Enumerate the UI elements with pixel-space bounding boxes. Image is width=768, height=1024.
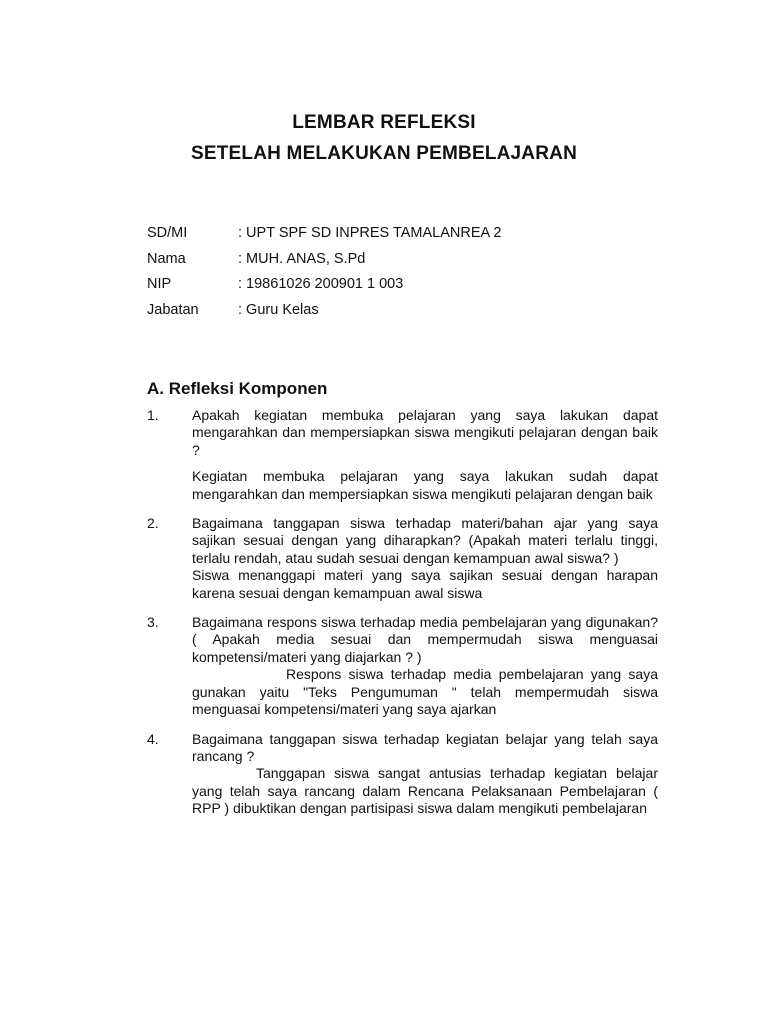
identity-block bbox=[147, 225, 502, 327]
item-number: 4. bbox=[147, 730, 159, 747]
item-body bbox=[192, 614, 658, 718]
item-number: 3. bbox=[147, 614, 159, 631]
item-body bbox=[192, 515, 658, 602]
reflection-list bbox=[147, 407, 658, 830]
identity-row-nip bbox=[147, 276, 502, 302]
item-number: 2. bbox=[147, 515, 159, 532]
identity-row-position bbox=[147, 302, 502, 328]
document-subtitle: SETELAH MELAKUKAN PEMBELAJARAN bbox=[190, 143, 577, 164]
identity-label: NIP bbox=[147, 276, 172, 292]
reflection-item bbox=[147, 407, 658, 503]
reflection-item bbox=[147, 731, 658, 818]
item-answer: Tanggapan siswa sangat antusias terhadap kegiatan belajar yang telah saya rancang dalam Rencana Pelaksanaan Pembelajaran ( RPP ) dibuktikan dengan partisipasi siswa dalam mengikuti pembelajaran bbox=[192, 765, 658, 817]
item-body bbox=[192, 407, 658, 503]
item-answer: Siswa menanggapi materi yang saya sajikan sesuai dengan harapan karena sesuai dengan kemampuan awal siswa bbox=[192, 567, 658, 601]
identity-row-name bbox=[147, 251, 502, 277]
item-number: 1. bbox=[147, 407, 159, 423]
identity-value: : Guru Kelas bbox=[238, 301, 319, 318]
item-answer: Kegiatan membuka pelajaran yang saya lakukan sudah dapat mengarahkan dan mempersiapkan siswa mengikuti pelajaran dengan baik bbox=[192, 468, 658, 502]
reflection-item bbox=[147, 515, 658, 602]
item-question: Apakah kegiatan membuka pelajaran yang saya lakukan dapat mengarahkan dan mempersiapkan siswa mengikuti pelajaran dengan baik ? bbox=[192, 407, 658, 458]
section-heading: A. Refleksi Komponen bbox=[147, 379, 328, 398]
document-title: LEMBAR REFLEKSI bbox=[292, 112, 476, 133]
identity-label: Jabatan bbox=[147, 301, 199, 318]
item-question: Bagaimana tanggapan siswa terhadap materi/bahan ajar yang saya sajikan sesuai dengan yang diharapkan? (Apakah materi terlalu tinggi, terlalu rendah, atau sudah sesuai dengan kemampuan awal siswa? ) bbox=[192, 515, 658, 566]
identity-value: : 19861026 200901 1 003 bbox=[238, 276, 404, 292]
identity-value: : UPT SPF SD INPRES TAMALANREA 2 bbox=[238, 225, 502, 241]
item-question: Bagaimana tanggapan siswa terhadap kegiatan belajar yang telah saya rancang ? bbox=[192, 730, 658, 764]
identity-label: Nama bbox=[147, 250, 186, 267]
identity-label: SD/MI bbox=[147, 225, 188, 241]
identity-row-school bbox=[147, 225, 502, 251]
identity-value: : MUH. ANAS, S.Pd bbox=[238, 250, 366, 267]
item-answer: Respons siswa terhadap media pembelajaran yang saya gunakan yaitu "Teks Pengumuman " telah mempermudah siswa menguasai kompetensi/materi yang saya ajarkan bbox=[192, 666, 658, 718]
item-question: Bagaimana respons siswa terhadap media pembelajaran yang digunakan? ( Apakah media sesuai dan mempermudah siswa menguasai kompetensi/materi yang diajarkan ? ) bbox=[192, 614, 658, 665]
item-body bbox=[192, 731, 658, 818]
reflection-item bbox=[147, 614, 658, 718]
